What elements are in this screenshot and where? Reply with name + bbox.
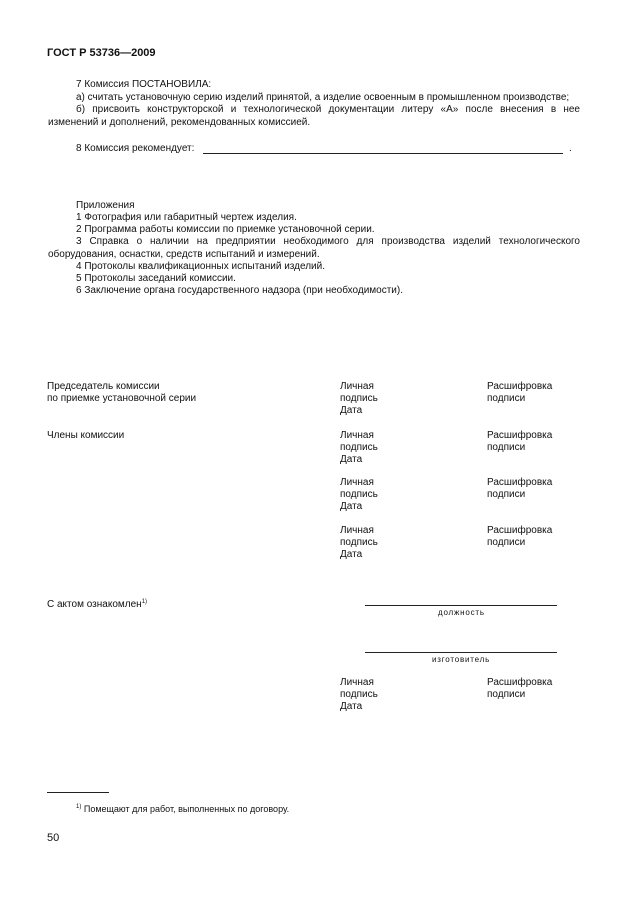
- chairman-label-line2: по приемке установочной серии: [47, 393, 197, 404]
- personal-signature-label: подпись: [340, 489, 378, 500]
- signature-decoding-label: подписи: [487, 393, 526, 404]
- signature-decoding-label: Расшифровка: [487, 477, 553, 488]
- appendices-heading: Приложения: [76, 200, 135, 211]
- footnote-separator: [47, 792, 109, 793]
- maker-caption: изготовитель: [432, 655, 491, 664]
- personal-signature-label: Личная: [340, 381, 374, 392]
- section-7-heading: 7 Комиссия ПОСТАНОВИЛА:: [76, 79, 212, 90]
- appendix-item: 3 Справка о наличии на предприятии необходимого для производства изделий технологического оборудования, оснастки, средств испытаний и измерений.: [48, 236, 580, 260]
- signature-decoding-label: подписи: [487, 689, 526, 700]
- personal-signature-label: подпись: [340, 689, 378, 700]
- footnote-reference: 1): [141, 599, 148, 605]
- recommendation-line: [203, 153, 563, 154]
- section-8-period: .: [569, 143, 572, 154]
- date-label: Дата: [340, 549, 363, 560]
- signature-decoding-label: Расшифровка: [487, 525, 553, 536]
- position-caption: должность: [438, 608, 485, 617]
- footnote-text: Помещают для работ, выполненных по договору.: [83, 804, 290, 814]
- signature-decoding-label: Расшифровка: [487, 430, 553, 441]
- personal-signature-label: Личная: [340, 525, 374, 536]
- footnote-mark: 1): [76, 804, 82, 810]
- personal-signature-label: Личная: [340, 430, 374, 441]
- date-label: Дата: [340, 405, 363, 416]
- signature-decoding-label: Расшифровка: [487, 381, 553, 392]
- appendix-item: 4 Протоколы квалификационных испытаний изделий.: [76, 261, 325, 272]
- personal-signature-label: Личная: [340, 477, 374, 488]
- personal-signature-label: Личная: [340, 677, 374, 688]
- personal-signature-label: подпись: [340, 442, 378, 453]
- maker-line: [365, 652, 557, 653]
- document-header: ГОСТ Р 53736—2009: [47, 47, 156, 59]
- signature-decoding-label: подписи: [487, 442, 526, 453]
- signature-decoding-label: подписи: [487, 489, 526, 500]
- date-label: Дата: [340, 501, 363, 512]
- date-label: Дата: [340, 701, 363, 712]
- section-7-item-a: а) считать установочную серию изделий принятой, а изделие освоенным в промышленном производстве;: [76, 92, 570, 103]
- personal-signature-label: подпись: [340, 537, 378, 548]
- acknowledged-label: [47, 599, 147, 612]
- appendix-item: 5 Протоколы заседаний комиссии.: [76, 273, 236, 284]
- chairman-label: Председатель комиссии: [47, 381, 160, 392]
- section-7-item-b: б) присвоить конструкторской и технологической документации литеру «А» после внесения в нее изменений и дополнений, рекомендованных комиссией.: [48, 104, 580, 128]
- appendix-item: 6 Заключение органа государственного надзора (при необходимости).: [76, 285, 403, 296]
- acknowledged-text: С актом ознакомлен: [47, 599, 142, 610]
- signature-decoding-label: Расшифровка: [487, 677, 553, 688]
- members-label: Члены комиссии: [47, 430, 125, 441]
- footnote: [76, 803, 289, 816]
- position-line: [365, 605, 557, 606]
- personal-signature-label: подпись: [340, 393, 378, 404]
- page-number: 50: [47, 832, 60, 844]
- signature-decoding-label: подписи: [487, 537, 526, 548]
- appendix-item: 2 Программа работы комиссии по приемке установочной серии.: [76, 224, 375, 235]
- date-label: Дата: [340, 454, 363, 465]
- section-8-label: 8 Комиссия рекомендует:: [76, 143, 195, 154]
- appendix-item: 1 Фотография или габаритный чертеж изделия.: [76, 212, 297, 223]
